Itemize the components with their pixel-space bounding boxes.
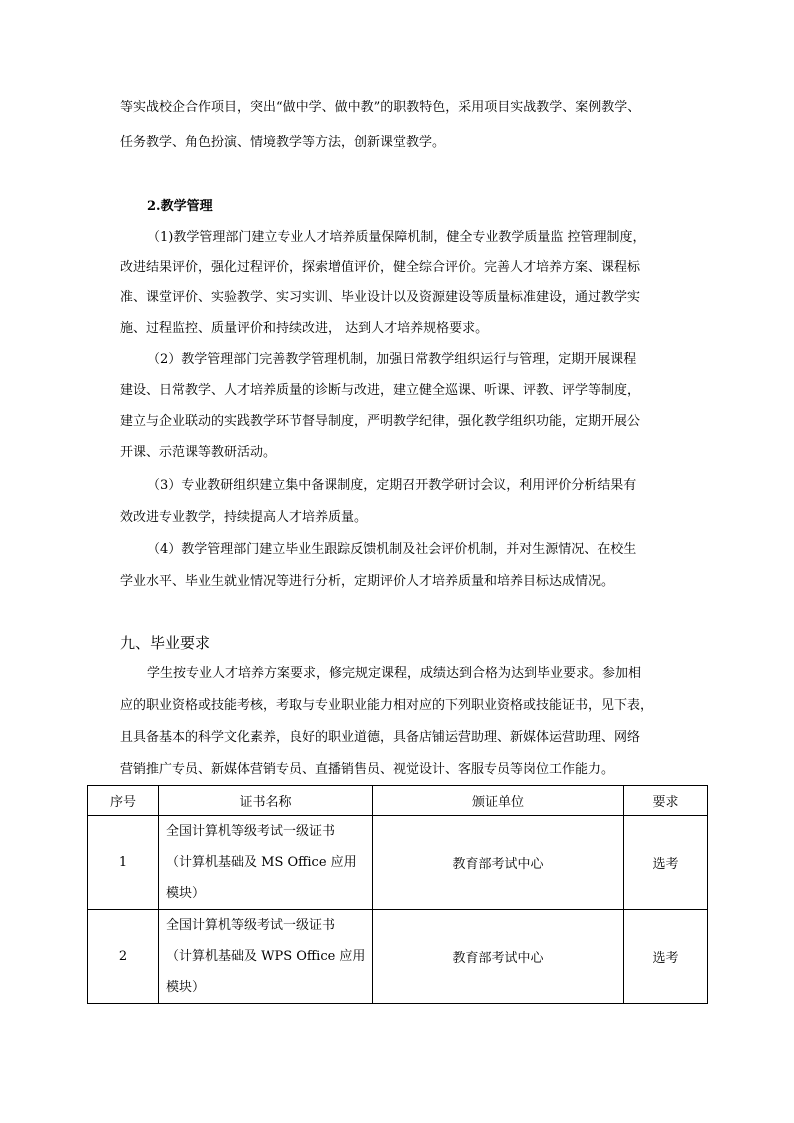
management-para1-line1: （1)教学管理部门建立专业人才培养质量保障机制，健全专业教学质量监 控管理制度， (147, 230, 646, 245)
management-para3-line1: （3）专业教研组织建立集中备课制度，定期召开教学研讨会议，利用评价分析结果有 (147, 478, 637, 493)
cell-serial-number: 1 (88, 816, 159, 910)
header-issuing-body: 颁证单位 (373, 786, 624, 816)
section-heading-graduation: 九、毕业要求 (120, 634, 211, 652)
management-para2-line1: （2）教学管理部门完善教学管理机制，加强日常教学组织运行与管理，定期开展课程 (147, 352, 637, 367)
management-para4-line2: 学业水平、毕业生就业情况等进行分析，定期评价人才培养质量和培养目标达成情况。 (120, 574, 615, 589)
certificate-table (87, 785, 708, 1004)
table-header-row (88, 786, 708, 816)
table-row (88, 910, 708, 1004)
cell-requirement: 选考 (624, 816, 708, 910)
management-para2-line4: 开课、示范课等教研活动。 (120, 445, 277, 460)
certificate-name-line: 全国计算机等级考试一级证书 (166, 918, 336, 933)
graduation-line4: 营销推广专员、新媒体营销专员、直播销售员、视觉设计、客服专员等岗位工作能力。 (120, 762, 615, 777)
management-para1-line2: 改进结果评价，强化过程评价，探索增值评价，健全综合评价。完善人才培养方案、课程标 (120, 260, 641, 275)
cell-issuing-body: 教育部考试中心 (373, 910, 624, 1004)
graduation-line1: 学生按专业人才培养方案要求，修完规定课程，成绩达到合格为达到毕业要求。参加相 (147, 666, 642, 681)
cell-certificate-name (159, 816, 373, 910)
cell-serial-number: 2 (88, 910, 159, 1004)
header-requirement: 要求 (624, 786, 708, 816)
certificate-name-line: （计算机基础及 MS Office 应用 (166, 855, 357, 870)
graduation-line2: 应的职业资格或技能考核，考取与专业职业能力相对应的下列职业资格或技能证书，见下表， (120, 698, 654, 713)
certificate-name-line: 模块） (166, 980, 206, 995)
table-row (88, 816, 708, 910)
cell-requirement: 选考 (624, 910, 708, 1004)
cell-certificate-name (159, 910, 373, 1004)
management-para2-line2: 建设、日常教学、人才培养质量的诊断与改进，建立健全巡课、听课、评教、评学等制度， (120, 383, 641, 398)
cell-issuing-body: 教育部考试中心 (373, 816, 624, 910)
management-para3-line2: 效改进专业教学，持续提高人才培养质量。 (120, 510, 368, 525)
section-title-teaching-management: 2.教学管理 (147, 199, 213, 214)
certificate-name-line: 全国计算机等级考试一级证书 (166, 824, 336, 839)
intro-line-2: 任务教学、角色扮演、情境教学等方法，创新课堂教学。 (120, 135, 446, 150)
graduation-line3: 且具备基本的科学文化素养，良好的职业道德，具备店铺运营助理、新媒体运营助理、网络 (120, 730, 641, 745)
header-certificate-name: 证书名称 (159, 786, 373, 816)
header-serial-number: 序号 (88, 786, 159, 816)
management-para4-line1: （4）教学管理部门建立毕业生跟踪反馈机制及社会评价机制，并对生源情况、在校生 (147, 542, 637, 557)
management-para1-line4: 施、过程监控、质量评价和持续改进， 达到人才培养规格要求。 (120, 321, 489, 336)
management-para2-line3: 建立与企业联动的实践教学环节督导制度，严明教学纪律，强化教学组织功能，定期开展公 (120, 414, 641, 429)
certificate-name-line: （计算机基础及 WPS Office 应用 (166, 949, 366, 964)
intro-line-1: 等实战校企合作项目，突出“做中学、做中教”的职教特色，采用项目实战教学、案例教学、 (120, 100, 641, 115)
certificate-name-line: 模块） (166, 886, 206, 901)
management-para1-line3: 准、课堂评价、实验教学、实习实训、毕业设计以及资源建设等质量标准建设，通过教学实 (120, 290, 641, 305)
